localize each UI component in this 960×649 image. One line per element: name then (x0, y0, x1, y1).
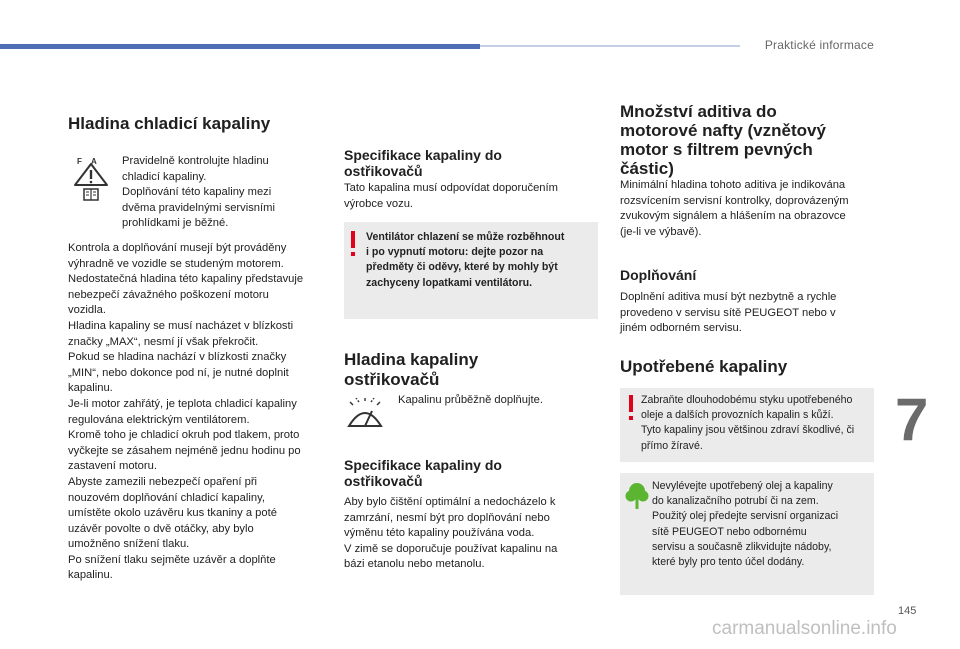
body-line: Po snížení tlaku sejměte uzávěr a doplňte (68, 553, 276, 566)
additive-title (620, 102, 826, 178)
warning-line: předměty či oděvy, které by mohly být (366, 261, 558, 274)
body-line: kapalinu. (68, 569, 113, 582)
body-line: (je-li ve výbavě). (620, 225, 702, 238)
title-line: motor s filtrem pevných (620, 140, 813, 159)
body-line: rozsvícením servisní kontrolky, doprovázeným (620, 194, 849, 207)
body-line: zastavení motoru. (68, 460, 157, 473)
coolant-body-text (68, 241, 330, 584)
body-line: výrobce vozu. (344, 197, 414, 210)
title-line: Specifikace kapaliny do (344, 147, 502, 163)
body-line: výměnu této kapaliny používána voda. (344, 527, 535, 540)
title-line: Množství aditiva do (620, 102, 777, 121)
washer-level-title (344, 350, 478, 390)
body-line: uzávěr povolte o dvě otáčky, aby bylo (68, 522, 254, 535)
svg-text:F: F (77, 157, 82, 166)
body-line: Abyste zamezili nebezpečí opaření při (68, 475, 258, 488)
title-line: ostřikovačů (344, 163, 423, 179)
header-accent-line (480, 45, 740, 47)
body-line: bázi etanolu nebo metanolu. (344, 558, 485, 571)
washer-spec2-body (344, 495, 598, 573)
note-line: servisu a současně zlikvidujte nádoby, (652, 540, 832, 553)
skin-contact-warning-text (641, 393, 873, 454)
body-line: vyčkejte se zásahem nejméně jednu hodinu po (68, 444, 301, 457)
title-line: Hladina kapaliny (344, 350, 479, 369)
body-line: „MIN“, nebo dokonce pod ní, je nutné doplnit (68, 366, 289, 379)
windshield-washer-icon (345, 398, 385, 432)
body-line: Minimální hladina tohoto aditiva je indikována (620, 179, 846, 191)
body-line: regulována elektrickým ventilátorem. (68, 413, 250, 426)
watermark: carmanualsonline.info (712, 618, 897, 639)
washer-level-note: Kapalinu průběžně doplňujte. (398, 394, 543, 406)
header-accent-bar (0, 44, 480, 49)
title-line: ostřikovačů (344, 473, 423, 489)
body-line: značky „MAX“, nesmí jí však překročit. (68, 335, 259, 348)
chapter-number: 7 (895, 386, 929, 453)
note-line: Použitý olej předejte servisní organizaci (652, 510, 839, 523)
exclamation-warning-icon (627, 395, 635, 421)
body-line: jiném odborném servisu. (620, 322, 742, 335)
coolant-title: Hladina chladicí kapaliny (68, 114, 271, 133)
hot-fluid-warning-icon (71, 155, 111, 203)
note-line: sítě PEUGEOT nebo odbornému (652, 525, 807, 538)
title-line: motorové nafty (vznětový (620, 121, 826, 140)
used-fluids-title: Upotřebené kapaliny (620, 357, 788, 376)
coolant-icon-note (122, 154, 312, 232)
body-line: zamrzání, nesmí být pro doplňování nebo (344, 511, 550, 524)
body-line: provedeno v servisu sítě PEUGEOT nebo v (620, 306, 836, 319)
warning-line: přímo žíravé. (641, 439, 703, 452)
body-line: nouzovém doplňování chladicí kapaliny, (68, 491, 265, 504)
body-line: kapalinu. (68, 382, 113, 395)
svg-text:A: A (91, 157, 97, 166)
additive-body (620, 178, 876, 240)
title-line: částic) (620, 159, 674, 178)
body-line: umožněno snížení tlaku. (68, 538, 190, 551)
note-line: Doplňování této kapaliny mezi (122, 186, 272, 199)
body-line: V zimě se doporučuje používat kapalinu na (344, 542, 558, 555)
body-line: Pokud se hladina nachází v blízkosti značky (68, 351, 287, 364)
page-number: 145 (898, 605, 917, 617)
body-line: Nedostatečná hladina této kapaliny představuje (68, 273, 304, 286)
warning-line: Tyto kapaliny jsou většinou zdraví škodlivé, či (641, 424, 855, 437)
note-line: které byly pro tento účel dodány. (652, 556, 805, 569)
note-line: prohlídkami je běžné. (122, 217, 229, 230)
body-line: Doplnění aditiva musí být nezbytně a rychle (620, 291, 837, 303)
note-line: Pravidelně kontrolujte hladinu (122, 155, 269, 167)
body-line: Kromě toho je chladicí okruh pod tlakem, proto (68, 429, 300, 442)
warning-line: zachyceny lopatkami ventilátoru. (366, 276, 533, 289)
warning-line: Ventilátor chlazení se může rozběhnout (366, 231, 565, 243)
warning-line: i po vypnutí motoru: dejte pozor na (366, 246, 544, 259)
washer-spec2-title (344, 457, 502, 489)
exclamation-warning-icon (349, 231, 357, 257)
note-line: Nevylévejte upotřebený olej a kapaliny (652, 480, 833, 492)
tree-eco-icon (625, 482, 649, 510)
note-line: chladicí kapaliny. (122, 170, 207, 183)
section-header-title: Praktické informace (764, 38, 874, 52)
title-line: Specifikace kapaliny do (344, 457, 502, 473)
body-line: výhradně ve vozidle se studeným motorem. (68, 257, 284, 270)
body-line: Tato kapalina musí odpovídat doporučením (344, 182, 558, 194)
body-line: Aby bylo čištění optimální a nedocházelo k (344, 496, 556, 508)
refill-body (620, 290, 876, 337)
washer-spec-body (344, 181, 594, 212)
note-line: dvěma pravidelnými servisními (122, 201, 275, 214)
note-line: do kanalizačního potrubí či na zem. (652, 495, 819, 508)
body-line: zvukovým signálem a hlášením na obrazovce (620, 210, 846, 223)
warning-line: oleje a dalších provozních kapalin s kůží. (641, 409, 834, 422)
environment-note-text (652, 479, 872, 570)
body-line: Je-li motor zahřátý, je teplota chladicí kapaliny (68, 397, 297, 410)
body-line: Kontrola a doplňování musejí být prováděny (68, 242, 287, 254)
refill-title: Doplňování (620, 267, 697, 283)
title-line: ostřikovačů (344, 370, 440, 389)
fan-warning-text (366, 230, 596, 291)
washer-spec-title (344, 147, 502, 179)
body-line: umístěte okolo uzávěru kus tkaniny a poté (68, 507, 277, 520)
warning-line: Zabraňte dlouhodobému styku upotřebeného (641, 394, 853, 406)
body-line: Hladina kapaliny se musí nacházet v blízkosti (68, 319, 294, 332)
body-line: nebezpečí závažného poškození motoru (68, 288, 269, 301)
body-line: vozidla. (68, 304, 106, 317)
